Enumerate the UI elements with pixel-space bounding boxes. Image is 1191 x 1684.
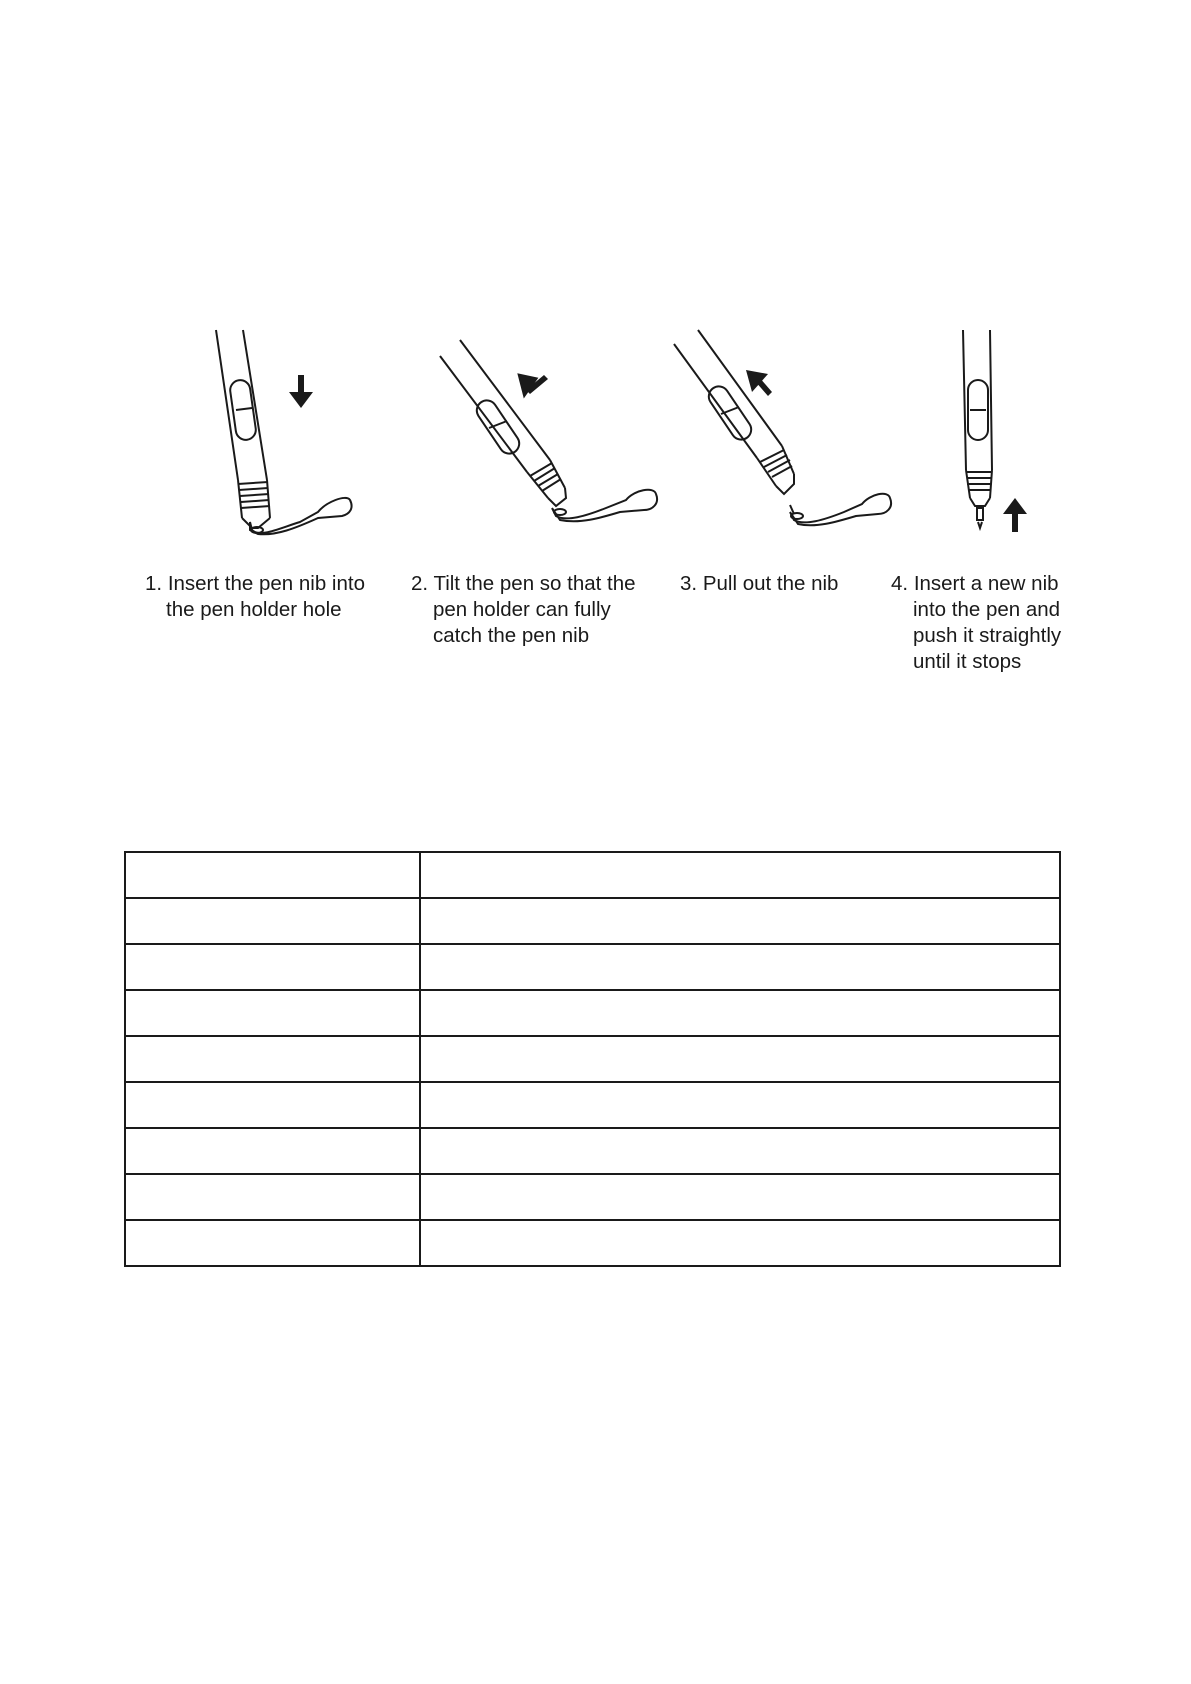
table-cell — [420, 898, 1060, 944]
table-cell — [420, 1036, 1060, 1082]
step-number: 1. — [145, 572, 163, 595]
table-cell — [125, 898, 420, 944]
pen-holder-icon — [250, 498, 352, 534]
spec-table — [124, 851, 1061, 1267]
step-caption — [891, 571, 1061, 675]
table-row — [125, 990, 1060, 1036]
step-text-line: push it straightly — [913, 624, 1062, 647]
step-number: 3. — [680, 572, 698, 595]
arrow-up-left-icon — [746, 370, 772, 396]
table-cell — [420, 1220, 1060, 1266]
step-caption — [411, 571, 636, 649]
table-row — [125, 1220, 1060, 1266]
step-text-line: pen holder can fully — [433, 598, 611, 621]
step-text-line: Insert a new nib — [913, 572, 1059, 595]
step-text-line: Tilt the pen so that the — [433, 572, 636, 595]
pen-icon — [216, 330, 270, 528]
nib-icon — [977, 508, 983, 528]
step4-illustration — [963, 330, 1027, 532]
table-cell — [125, 1220, 420, 1266]
table-row — [125, 898, 1060, 944]
table-row — [125, 1082, 1060, 1128]
step2-illustration — [440, 340, 657, 521]
pen-icon — [963, 330, 992, 506]
step-text-line: into the pen and — [913, 598, 1061, 621]
step-text-line: Pull out the nib — [702, 572, 839, 595]
table-cell — [420, 990, 1060, 1036]
arrow-up-icon — [1003, 498, 1027, 532]
pen-holder-icon — [790, 494, 891, 526]
step1-illustration — [216, 330, 352, 534]
step-caption — [145, 571, 365, 623]
step-text-line: catch the pen nib — [433, 624, 590, 647]
table-cell — [125, 990, 420, 1036]
table-cell — [125, 852, 420, 898]
table-row — [125, 852, 1060, 898]
table-cell — [125, 944, 420, 990]
table-cell — [125, 1036, 420, 1082]
table-row — [125, 944, 1060, 990]
pen-icon — [440, 340, 566, 506]
table-cell — [420, 1082, 1060, 1128]
pen-icon — [674, 330, 794, 494]
table-cell — [420, 852, 1060, 898]
table-row — [125, 1174, 1060, 1220]
table-cell — [125, 1128, 420, 1174]
table-cell — [420, 1174, 1060, 1220]
arrow-down-icon — [289, 375, 313, 408]
step-text-line: until it stops — [913, 650, 1022, 673]
table-cell — [125, 1082, 420, 1128]
step-number: 2. — [411, 572, 429, 595]
table-row — [125, 1036, 1060, 1082]
table-row — [125, 1128, 1060, 1174]
table-cell — [125, 1174, 420, 1220]
step-number: 4. — [891, 572, 909, 595]
table-cell — [420, 944, 1060, 990]
step-text-line: the pen holder hole — [166, 598, 342, 621]
pen-holder-icon — [552, 490, 657, 522]
table-cell — [420, 1128, 1060, 1174]
step3-illustration — [674, 330, 891, 525]
arrow-down-left-icon — [517, 370, 548, 399]
step-text-line: Insert the pen nib into — [167, 572, 365, 595]
step-caption — [680, 571, 838, 597]
